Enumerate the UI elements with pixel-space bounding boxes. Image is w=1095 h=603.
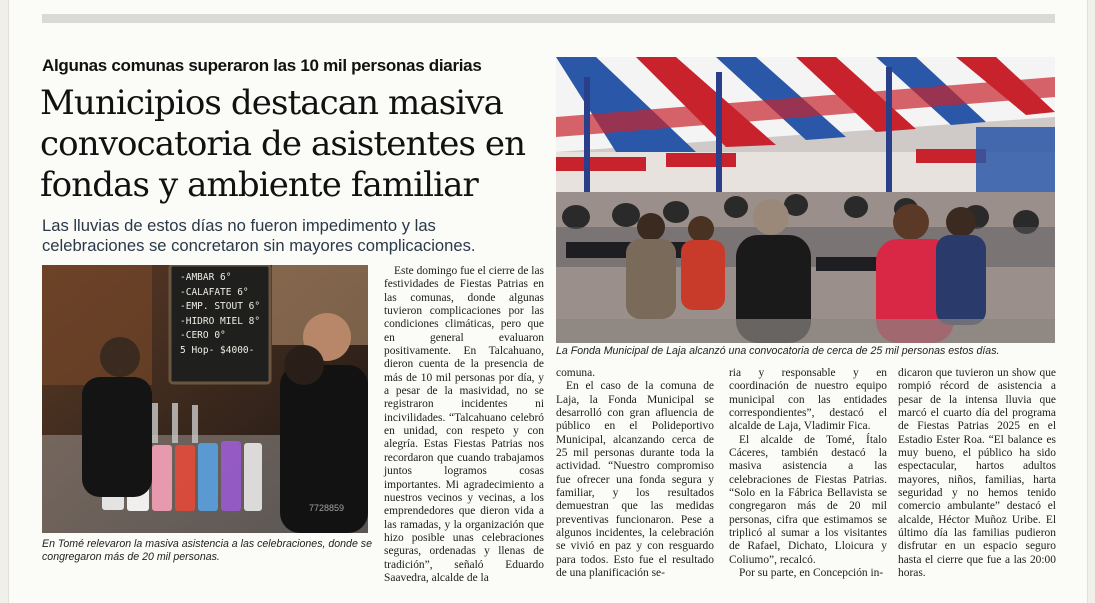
photo-tome-bar <box>42 265 368 533</box>
body-column-2 <box>556 367 714 581</box>
fonda-scene-image <box>556 57 1055 343</box>
body-column-4 <box>898 367 1056 581</box>
body-paragraph: Este domingo fue el cierre de las festividades de Fiestas Patrias en las comunas, donde algunas tuvieron complicaciones por las condiciones climáticas, pero que en general evaluaron positivamente. En Talcahuano, dieron cuenta de la presencia de más de 10 mil personas por día, y a pesar de la masividad, no se registraron incidentes ni incivilidades. “Talcahuano celebró en unidad, con respeto y con alegría. Estas Fiestas Patrias nos recordaron que cuando trabajamos juntos logramos cosas importantes. Mi agradecimiento a nuestros vecinos y vecinas, a los emprendedores que dieron vida a las ramadas, y la organización que hizo posible unas celebraciones seguras, ordenadas y llenas de tradición”, señaló Eduardo Saavedra, alcalde de la <box>384 265 544 584</box>
headline: Municipios destacan masiva convocatoria de asistentes en fondas y ambiente familiar <box>40 83 526 205</box>
caption-laja: La Fonda Municipal de Laja alcanzó una convocatoria de cerca de 25 mil personas estos días. <box>556 345 1000 357</box>
deck-subtitle: Las lluvias de estos días no fueron impedimento y las celebraciones se concretaron sin mayores complicaciones. <box>42 216 476 255</box>
kicker: Algunas comunas superaron las 10 mil personas diarias <box>42 56 482 75</box>
body-column-1 <box>384 265 544 585</box>
menu-item: -AMBAR 6° <box>180 272 232 283</box>
body-paragraph: Por su parte, en Concepción in- <box>739 567 884 580</box>
top-rule <box>42 14 1055 23</box>
menu-item: -CALAFATE 6° <box>180 286 249 298</box>
menu-item: 5 Hop- $4000- <box>180 344 255 356</box>
menu-item: -CERO 0° <box>180 330 226 341</box>
body-paragraph: El alcalde de Tomé, Ítalo Cáceres, también destacó la masiva asistencia a las celebraciones de Fiestas Patrias. “Solo en la Fábrica Bellavista se congregaron más de 20 mil personas, cifra que estimamos se triplicó al sumar a los visitantes de Rafael, Dichato, Lloicura y Coliumo”, recalcó. <box>729 433 887 566</box>
menu-item: -EMP. STOUT 6° <box>180 301 261 312</box>
body-column-3 <box>729 367 887 581</box>
menu-item: -HIDRO MIEL 8° <box>180 315 261 327</box>
caption-tome: En Tomé relevaron la masiva asistencia a las celebraciones, donde se congregaron más de 20 mil personas. <box>42 538 372 563</box>
body-paragraph: En el caso de la comuna de Laja, la Fonda Municipal se desarrolló con gran afluencia de público en el Polideportivo Municipal, alcanzando cerca de 25 mil personas durante toda la actividad. “Nuestro compromiso fue ofrecer una fonda segura y familiar, y los resultados demuestran que las medidas preventivas funcionaron. Pese a algunos incidentes, la celebración se vivió en paz y con resguardo para todos. Esto fue el resultado de una planificación se- <box>556 380 714 580</box>
newspaper-page <box>8 0 1088 603</box>
body-paragraph: comuna. <box>556 367 596 379</box>
photo-watermark: 7728859 <box>309 503 345 513</box>
body-paragraph: dicaron que tuvieron un show que rompió récord de asistencia a pesar de la intensa lluvia que marcó el cuarto día del programa de Fiestas Patrias 2025 en el Estadio Ester Roa. “El balance es muy bueno, el público ha sido espectacular, hartos adultos mayores, niños, familias, harta seguridad y no hemos tenido comercio ambulante” destacó el alcalde, Héctor Muñoz Uribe. El último día las familias pudieron disfrutar en un espacio seguro hasta el cierre que fue a las 20:00 horas. <box>898 367 1056 580</box>
body-paragraph: ria y responsable y en coordinación de nuestro equipo municipal con las entidades correspondientes”, destacó el alcalde de Laja, Vladimir Fica. <box>729 367 887 433</box>
photo-laja-fonda <box>556 57 1055 343</box>
